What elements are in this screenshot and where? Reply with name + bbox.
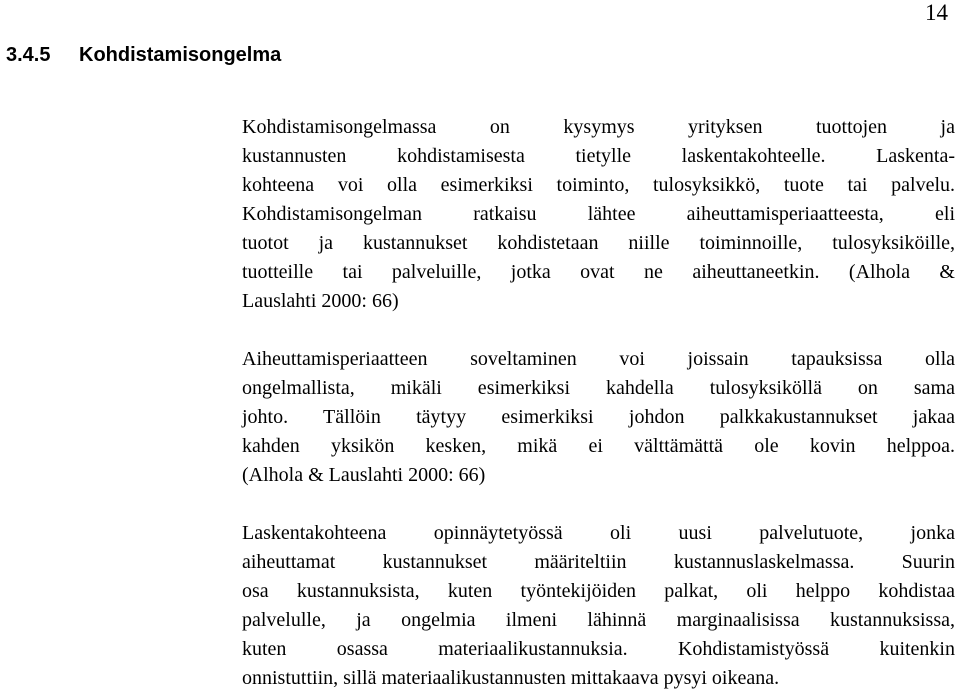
text-line: Kohdistamisongelmassa on kysymys yrityksen tuottojen ja: [242, 116, 955, 138]
text-line: aiheuttamat kustannukset määriteltiin kustannuslaskelmassa. Suurin: [242, 551, 955, 573]
text-line: johto. Tällöin täytyy esimerkiksi johdon palkkakustannukset jakaa: [242, 406, 955, 428]
paragraph: [242, 519, 955, 693]
text-line: Kohdistamisongelman ratkaisu lähtee aiheuttamisperiaatteesta, eli: [242, 203, 955, 225]
text-line: kustannusten kohdistamisesta tietylle laskentakohteelle. Laskenta-: [242, 145, 955, 167]
text-line: kahden yksikön kesken, mikä ei välttämättä ole kovin helppoa.: [242, 435, 955, 457]
text-line: osa kustannuksista, kuten työntekijöiden palkat, oli helppo kohdistaa: [242, 580, 955, 602]
text-line: Laskentakohteena opinnäytetyössä oli uusi palvelutuote, jonka: [242, 522, 955, 544]
section-title: Kohdistamisongelma: [79, 44, 282, 66]
text-line: Lauslahti 2000: 66): [242, 290, 399, 312]
text-line: tuotteille tai palveluille, jotka ovat ne aiheuttaneetkin. (Alhola &: [242, 261, 955, 283]
text-line: kohteena voi olla esimerkiksi toiminto, tulosyksikkö, tuote tai palvelu.: [242, 174, 955, 196]
paragraph: [242, 345, 955, 490]
paragraph: [242, 113, 955, 316]
text-line: palvelulle, ja ongelmia ilmeni lähinnä marginaalisissa kustannuksissa,: [242, 609, 955, 631]
page-number: 14: [925, 0, 948, 25]
text-line: ongelmallista, mikäli esimerkiksi kahdella tulosyksiköllä on sama: [242, 377, 955, 399]
text-line: (Alhola & Lauslahti 2000: 66): [242, 464, 486, 486]
text-line: Aiheuttamisperiaatteen soveltaminen voi joissain tapauksissa olla: [242, 348, 955, 370]
text-line: kuten osassa materiaalikustannuksia. Kohdistamistyössä kuitenkin: [242, 638, 955, 660]
section-heading: [6, 40, 281, 70]
text-line: tuotot ja kustannukset kohdistetaan niille toiminnoille, tulosyksiköille,: [242, 232, 955, 254]
section-number: 3.4.5: [6, 44, 51, 66]
text-line: onnistuttiin, sillä materiaalikustannusten mittakaava pysyi oikeana.: [242, 667, 780, 689]
